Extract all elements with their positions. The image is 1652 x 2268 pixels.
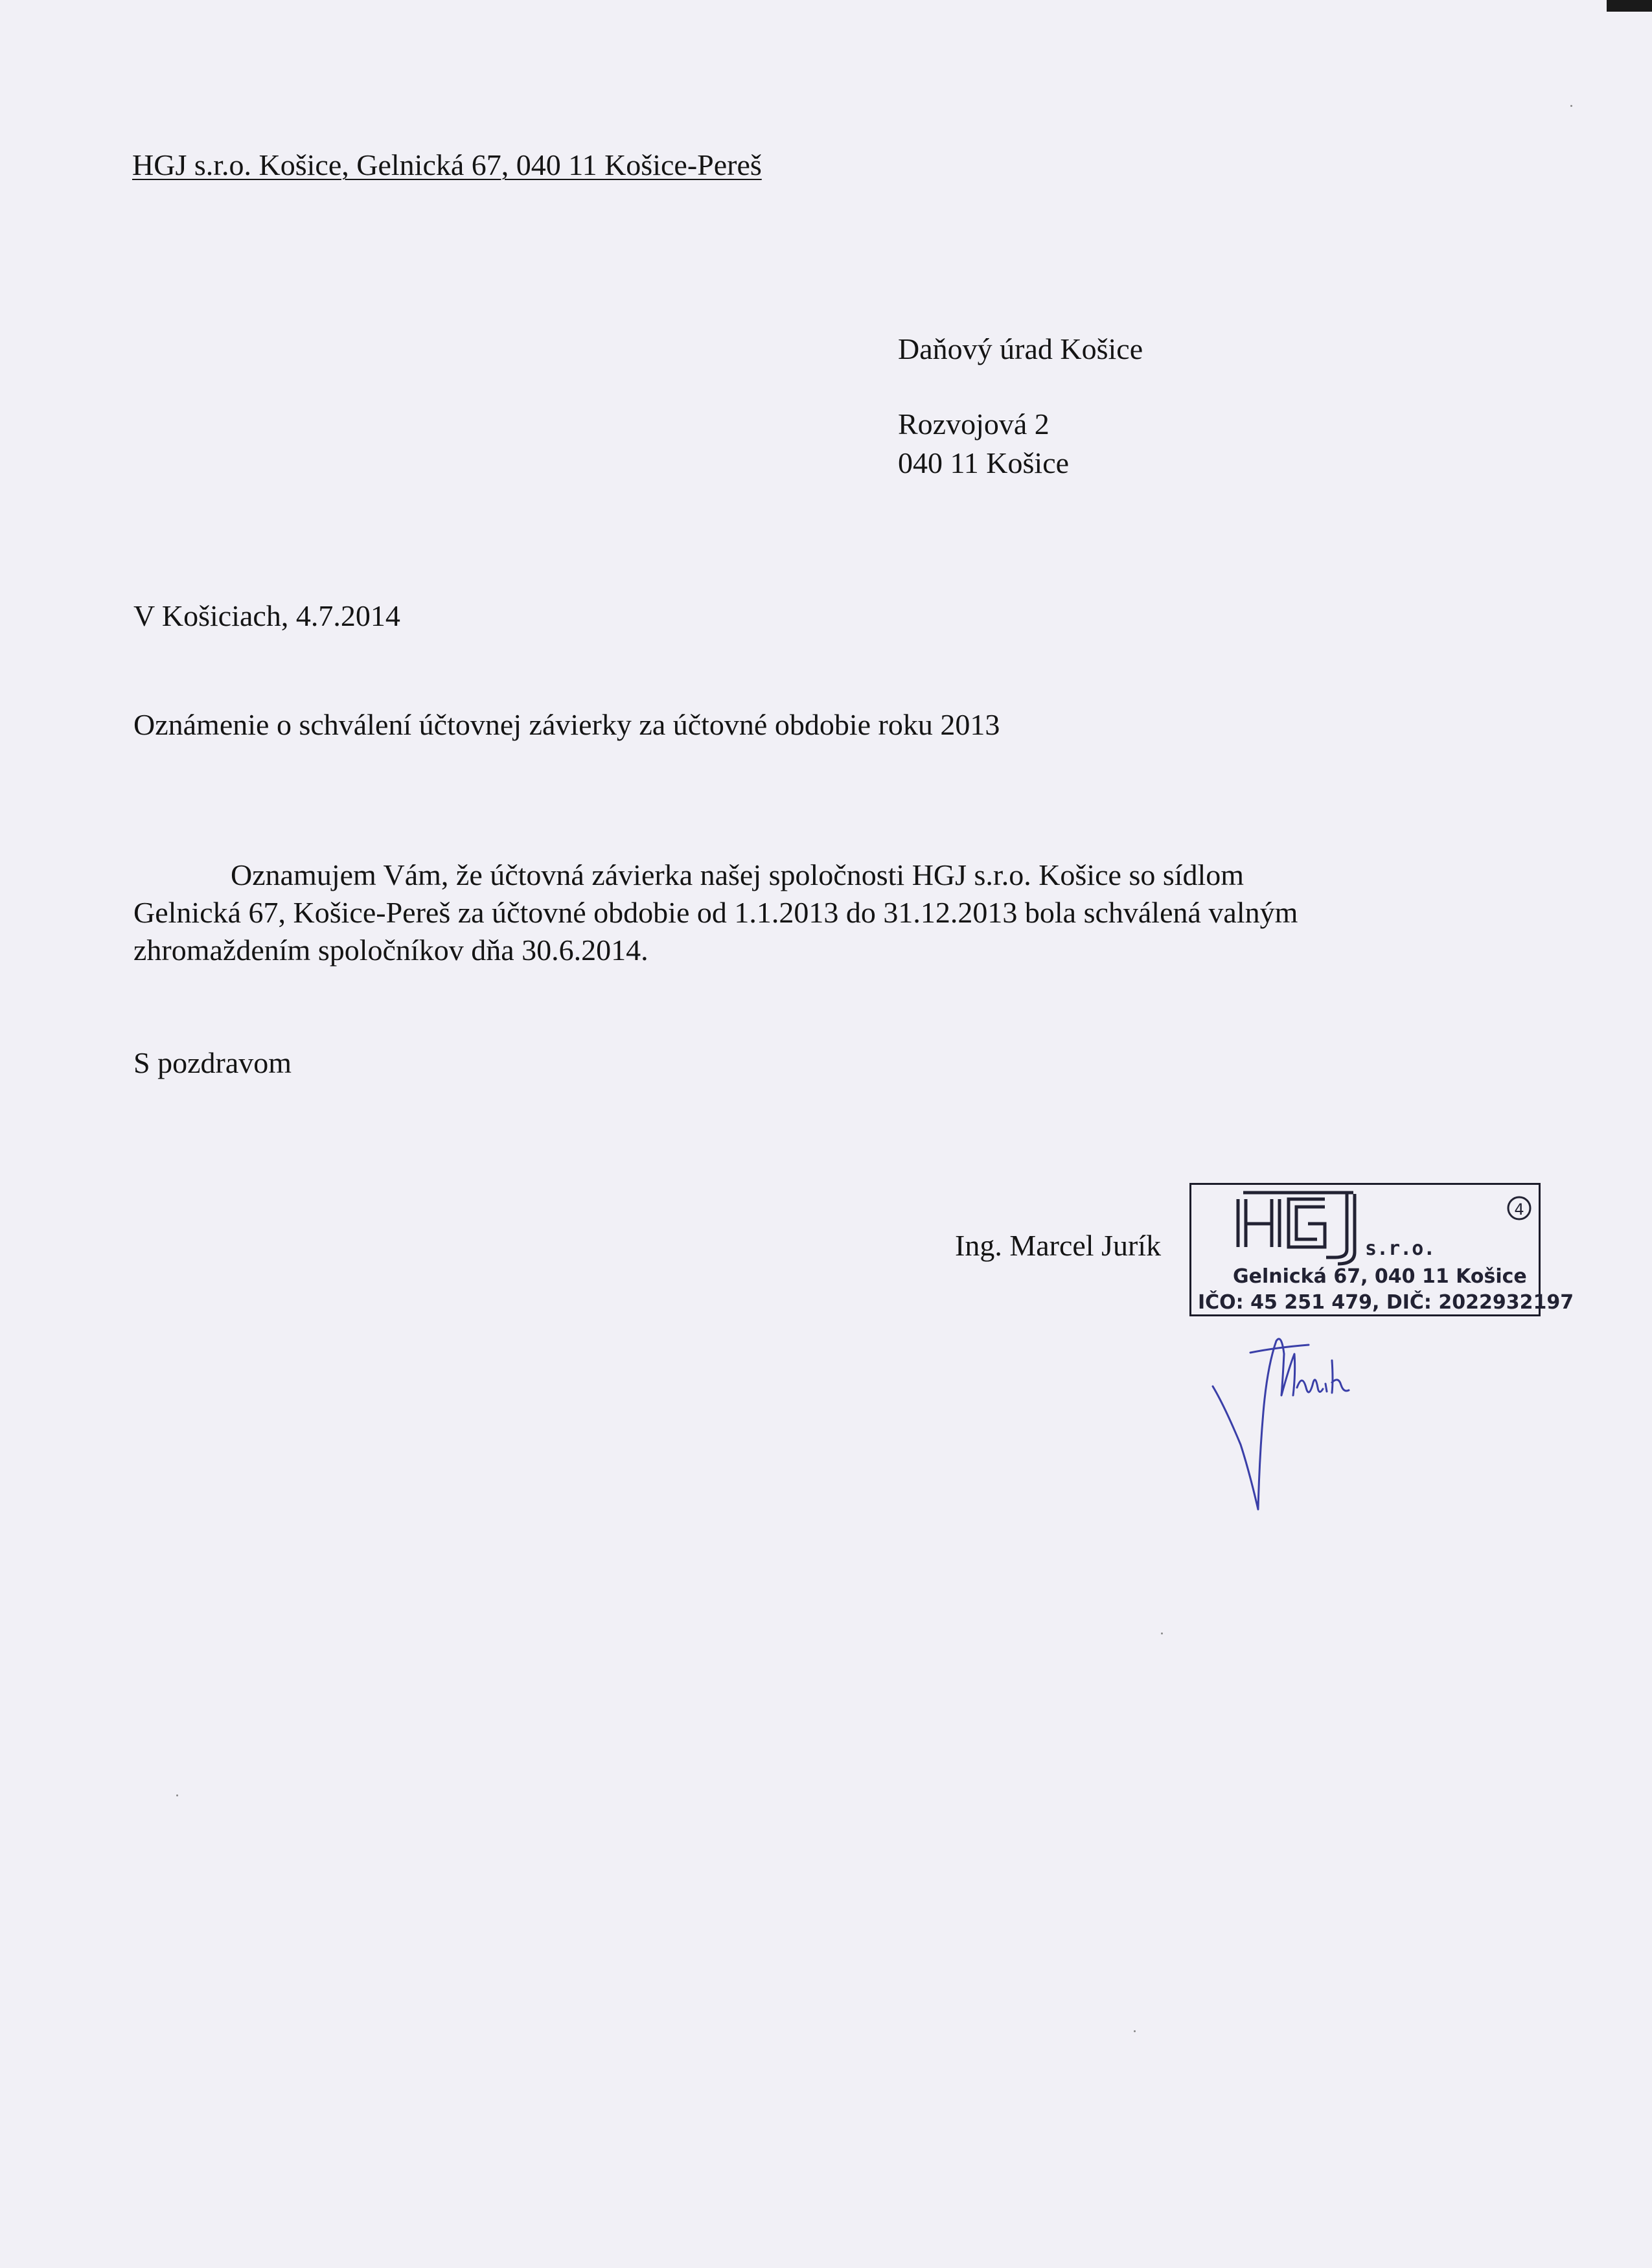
paper-speck [1134, 2030, 1136, 2032]
scan-edge-mark [1607, 0, 1652, 12]
recipient-street: Rozvojová 2 [898, 407, 1050, 441]
stamp-suffix: s.r.o. [1365, 1237, 1436, 1260]
closing-phrase: S pozdravom [133, 1046, 292, 1079]
recipient-city: 040 11 Košice [898, 446, 1070, 479]
paper-speck [176, 1794, 178, 1796]
signer-name: Ing. Marcel Jurík [955, 1229, 1162, 1262]
stamp-address: Gelnická 67, 040 11 Košice [1233, 1265, 1527, 1288]
body-line: Gelnická 67, Košice-Pereš za účtovné obdobie od 1.1.2013 do 31.12.2013 bola schválená valným [133, 896, 1298, 929]
paper-speck [1161, 1632, 1163, 1634]
handwritten-signature-icon [1211, 1328, 1419, 1526]
body-line: zhromaždením spoločníkov dňa 30.6.2014. [133, 934, 648, 967]
letter-body [133, 856, 1429, 969]
stamp-number: 4 [1514, 1200, 1524, 1219]
stamp-ids: IČO: 45 251 479, DIČ: 2022932197 [1198, 1291, 1574, 1314]
sender-line: HGJ s.r.o. Košice, Gelnická 67, 040 11 Košice-Pereš [132, 148, 762, 181]
recipient-name: Daňový úrad Košice [898, 332, 1143, 365]
body-line: Oznamujem Vám, že účtovná závierka našej spoločnosti HGJ s.r.o. Košice so sídlom [231, 858, 1245, 891]
paper-speck [1570, 105, 1572, 107]
letter-subject: Oznámenie o schválení účtovnej závierky za účtovné obdobie roku 2013 [133, 708, 1000, 741]
company-stamp [1189, 1183, 1574, 1316]
place-date: V Košiciach, 4.7.2014 [133, 599, 400, 632]
